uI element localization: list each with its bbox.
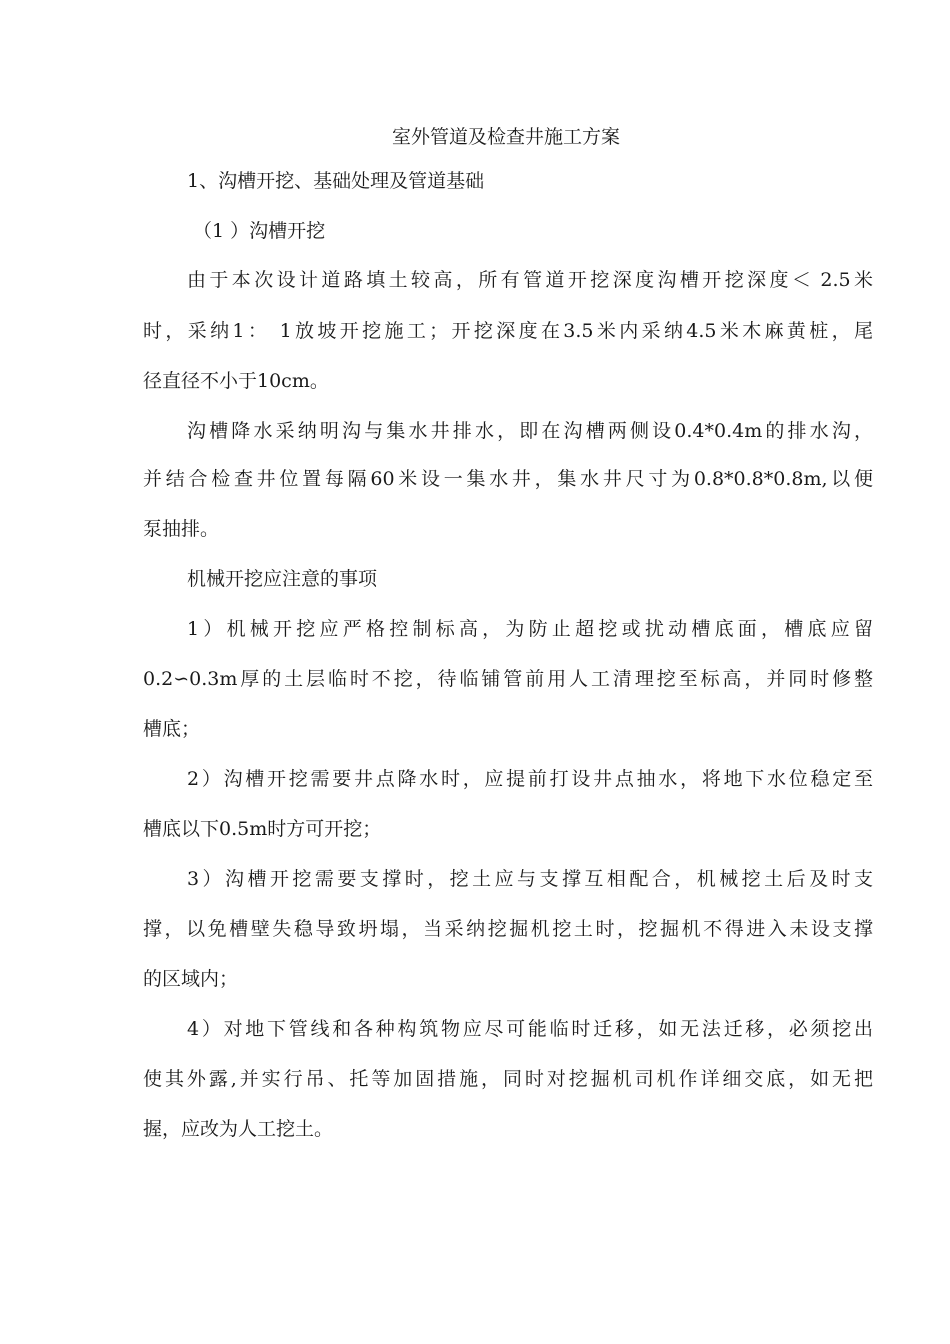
paragraph-line: 时，采纳1： 1放坡开挖施工；开挖深度在3.5米内采纳4.5米木麻黄桩，尾 — [143, 320, 873, 342]
subsection-heading: 机械开挖应注意的事项 — [187, 568, 378, 590]
paragraph-line: 0.2∽0.3m厚的土层临时不挖，待临铺管前用人工清理挖至标高，并同时修整 — [143, 668, 873, 690]
paragraph-line: 握，应改为人工挖土。 — [143, 1118, 334, 1140]
paragraph-line: 径直径不小于10cm。 — [143, 370, 329, 392]
paragraph-line: 的区域内； — [143, 968, 239, 990]
paragraph-line: 2）沟槽开挖需要井点降水时，应提前打设井点抽水，将地下水位稳定至 — [187, 768, 873, 790]
paragraph-line: 4）对地下管线和各种构筑物应尽可能临时迁移，如无法迁移，必须挖出 — [187, 1018, 873, 1040]
paragraph-line: 并结合检查井位置每隔60米设一集水井，集水井尺寸为0.8*0.8*0.8m,以便 — [143, 468, 873, 490]
subsection-heading: （1 ）沟槽开挖 — [193, 220, 326, 242]
document-title: 室外管道及检查井施工方案 — [391, 126, 620, 148]
paragraph-line: 1）机械开挖应严格控制标高，为防止超挖或扰动槽底面，槽底应留 — [187, 618, 873, 640]
paragraph-line: 由于本次设计道路填土较高，所有管道开挖深度沟槽开挖深度＜ 2.5米 — [187, 269, 873, 291]
paragraph-line: 泵抽排。 — [143, 518, 220, 540]
paragraph-line: 使其外露,并实行吊、托等加固措施，同时对挖掘机司机作详细交底，如无把 — [143, 1068, 873, 1090]
paragraph-line: 撑，以免槽壁失稳导致坍塌，当采纳挖掘机挖土时，挖掘机不得进入未设支撑 — [143, 918, 873, 940]
section-heading: 1、沟槽开挖、基础处理及管道基础 — [187, 170, 485, 192]
paragraph-line: 槽底； — [143, 718, 201, 740]
paragraph-line: 槽底以下0.5m时方可开挖； — [143, 818, 382, 840]
paragraph-line: 3）沟槽开挖需要支撑时，挖土应与支撑互相配合，机械挖土后及时支 — [187, 868, 873, 890]
paragraph-line: 沟槽降水采纳明沟与集水井排水，即在沟槽两侧设0.4*0.4m的排水沟， — [187, 420, 873, 442]
